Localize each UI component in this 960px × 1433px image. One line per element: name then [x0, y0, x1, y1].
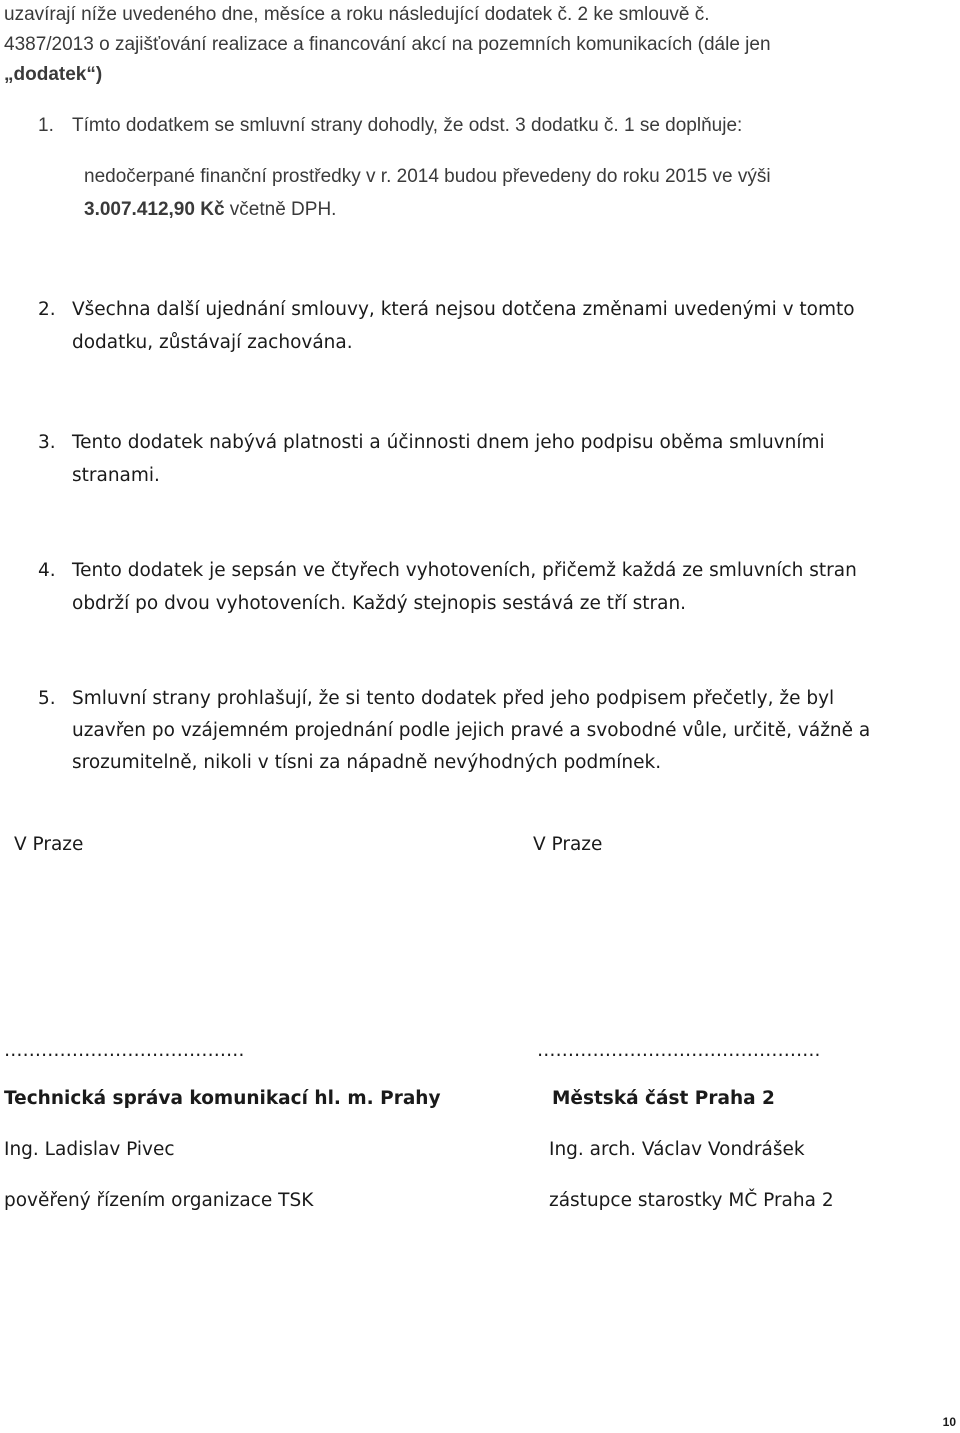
- item-2-number: 2.: [38, 299, 56, 320]
- intro-line-3: „dodatek“): [4, 64, 103, 85]
- item-5-line-1: Smluvní strany prohlašují, že si tento dodatek před jeho podpisem přečetly, že byl: [72, 688, 835, 709]
- left-signature-line: …………………………………: [4, 1040, 245, 1061]
- item-4-number: 4.: [38, 560, 56, 581]
- right-signature-line: ……………………………………….: [537, 1040, 821, 1061]
- item-1-number: 1.: [38, 115, 54, 136]
- item-5-line-3: srozumitelně, nikoli v tísni za nápadně nevýhodných podmínek.: [72, 752, 662, 773]
- item-5-number: 5.: [38, 688, 56, 709]
- item-3-line-1: Tento dodatek nabývá platnosti a účinnosti dnem jeho podpisu oběma smluvními: [72, 432, 825, 453]
- item-4-line-2: obdrží po dvou vyhotoveních. Každý stejnopis sestává ze tří stran.: [72, 593, 687, 614]
- right-signatory-role: zástupce starostky MČ Praha 2: [549, 1190, 834, 1211]
- right-organization: Městská část Praha 2: [552, 1088, 775, 1109]
- item-1-amount-suffix: včetně DPH.: [224, 199, 337, 220]
- left-place: V Praze: [14, 834, 84, 855]
- item-4-line-1: Tento dodatek je sepsán ve čtyřech vyhotoveních, přičemž každá ze smluvních stran: [72, 560, 857, 581]
- item-1-amount: 3.007.412,90 Kč: [84, 199, 225, 220]
- item-1-amount-line: [84, 197, 336, 223]
- item-1-detail: nedočerpané finanční prostředky v r. 2014 budou převedeny do roku 2015 ve výši: [84, 166, 771, 187]
- intro-line-2: 4387/2013 o zajišťování realizace a financování akcí na pozemních komunikacích (dále jen: [4, 34, 771, 55]
- item-3-number: 3.: [38, 432, 56, 453]
- item-3-line-2: stranami.: [72, 465, 160, 486]
- item-2-line-2: dodatku, zůstávají zachována.: [72, 332, 353, 353]
- page-number: 10: [942, 1415, 956, 1429]
- left-signatory-name: Ing. Ladislav Pivec: [4, 1139, 175, 1160]
- item-1-text: Tímto dodatkem se smluvní strany dohodly, že odst. 3 dodatku č. 1 se doplňuje:: [72, 115, 743, 136]
- intro-line-1: uzavírají níže uvedeného dne, měsíce a roku následující dodatek č. 2 ke smlouvě č.: [4, 4, 710, 25]
- left-signatory-role: pověřený řízením organizace TSK: [4, 1190, 314, 1211]
- right-signatory-name: Ing. arch. Václav Vondrášek: [549, 1139, 805, 1160]
- item-5-line-2: uzavřen po vzájemném projednání podle jejich pravé a svobodné vůle, určitě, vážně a: [72, 720, 871, 741]
- left-organization: Technická správa komunikací hl. m. Prahy: [4, 1088, 441, 1109]
- item-2-line-1: Všechna další ujednání smlouvy, která nejsou dotčena změnami uvedenými v tomto: [72, 299, 855, 320]
- right-place: V Praze: [533, 834, 603, 855]
